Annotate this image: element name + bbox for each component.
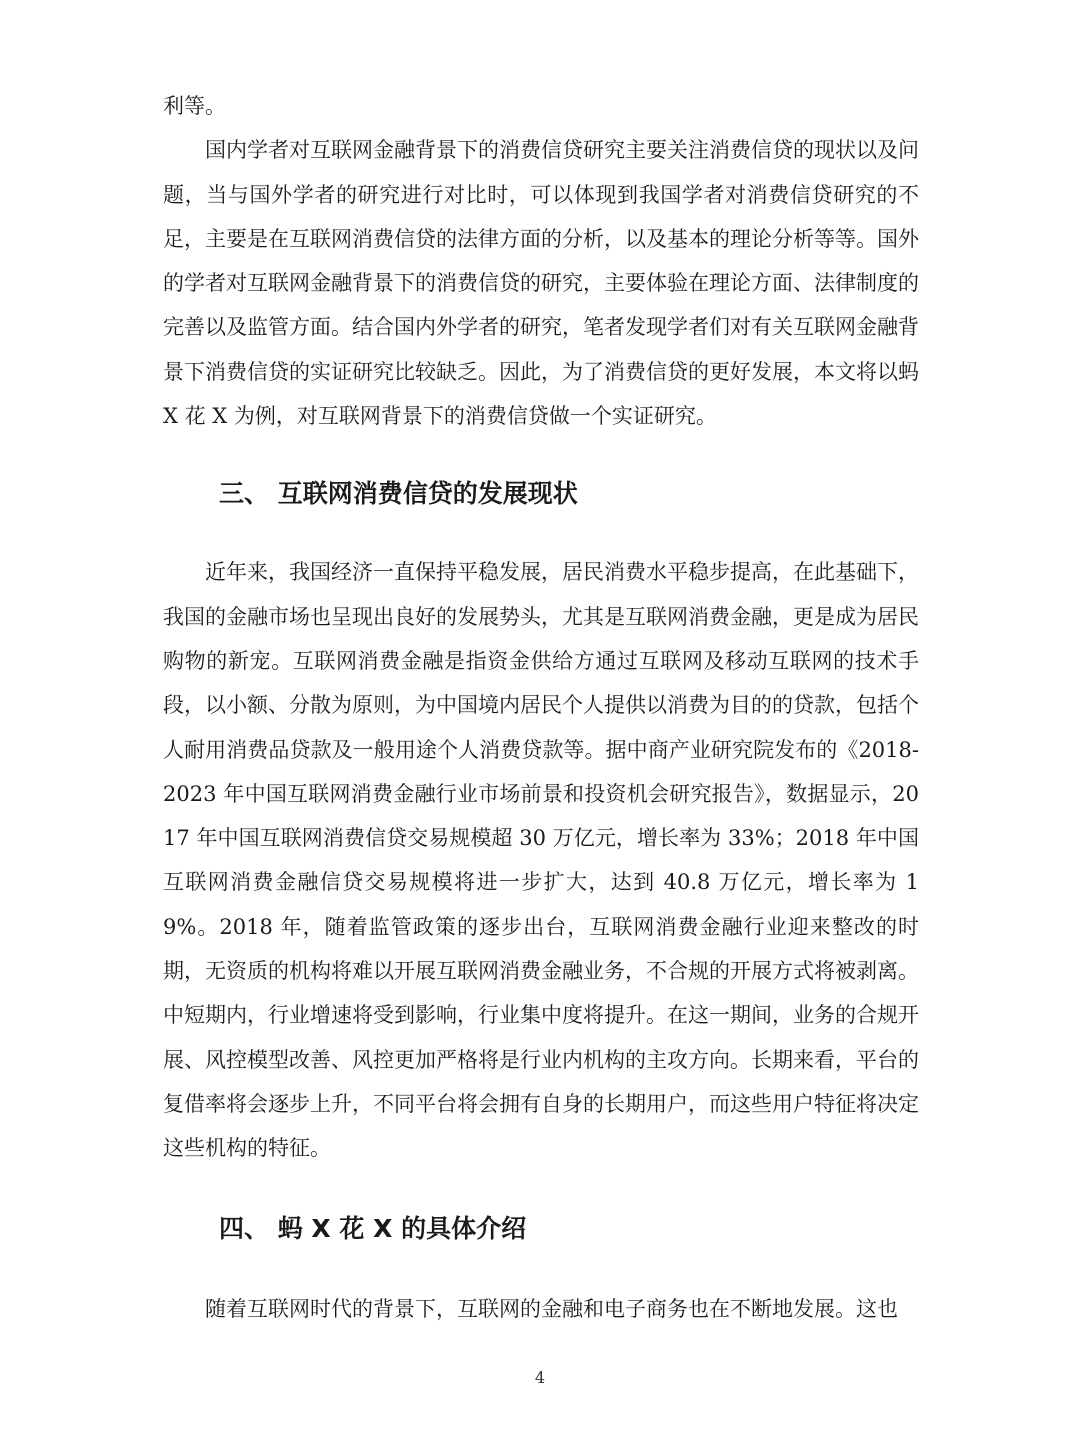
paragraph-development-status: 近年来，我国经济一直保持平稳发展，居民消费水平稳步提高，在此基础下，我国的金融市场也呈现出良好的发展势头，尤其是互联网消费金融，更是成为居民购物的新宠。互联网消费金融是指资金供给方通过互联网及移动互联网的技术手段，以小额、分散为原则，为中国境内居民个人提供以消费为目的的贷款，包括个人耐用消费品贷款及一般用途个人消费贷款等。据中商产业研究院发布的《2018-2023 年中国互联网消费金融行业市场前景和投资机会研究报告》，数据显示，2017 年中国互联网消费信贷交易规模超 30 万亿元，增长率为 33%；2018 年中国互联网消费金融信贷交易规模将进一步扩大，达到 40.8 万亿元，增长率为 19%。2018 年，随着监管政策的逐步出台，互联网消费金融行业迎来整改的时期，无资质的机构将难以开展互联网消费金融业务，不合规的开展方式将被剥离。中短期内，行业增速将受到影响，行业集中度将提升。在这一期间，业务的合规开展、风控模型改善、风控更加严格将是行业内机构的主攻方向。长期来看，平台的复借率将会逐步上升，不同平台将会拥有自身的长期用户，而这些用户特征将决定这些机构的特征。	[163, 560, 919, 1161]
page-number: 4	[534, 1368, 546, 1387]
paragraph-continuation: 利等。	[163, 94, 226, 118]
section-heading-3: 三、 互联网消费信贷的发展现状	[219, 479, 578, 509]
section-heading-4: 四、 蚂 X 花 X 的具体介绍	[219, 1213, 527, 1243]
page-content	[163, 84, 919, 1331]
paragraph-literature-summary: 国内学者对互联网金融背景下的消费信贷研究主要关注消费信贷的现状以及问题，当与国外学者的研究进行对比时，可以体现到我国学者对消费信贷研究的不足，主要是在互联网消费信贷的法律方面的分析，以及基本的理论分析等等。国外的学者对互联网金融背景下的消费信贷的研究，主要体验在理论方面、法律制度的完善以及监管方面。结合国内外学者的研究，笔者发现学者们对有关互联网金融背景下消费信贷的实证研究比较缺乏。因此，为了消费信贷的更好发展，本文将以蚂 X 花 X 为例，对互联网背景下的消费信贷做一个实证研究。	[163, 138, 919, 429]
paragraph-introduction: 随着互联网时代的背景下，互联网的金融和电子商务也在不断地发展。这也	[205, 1296, 898, 1321]
